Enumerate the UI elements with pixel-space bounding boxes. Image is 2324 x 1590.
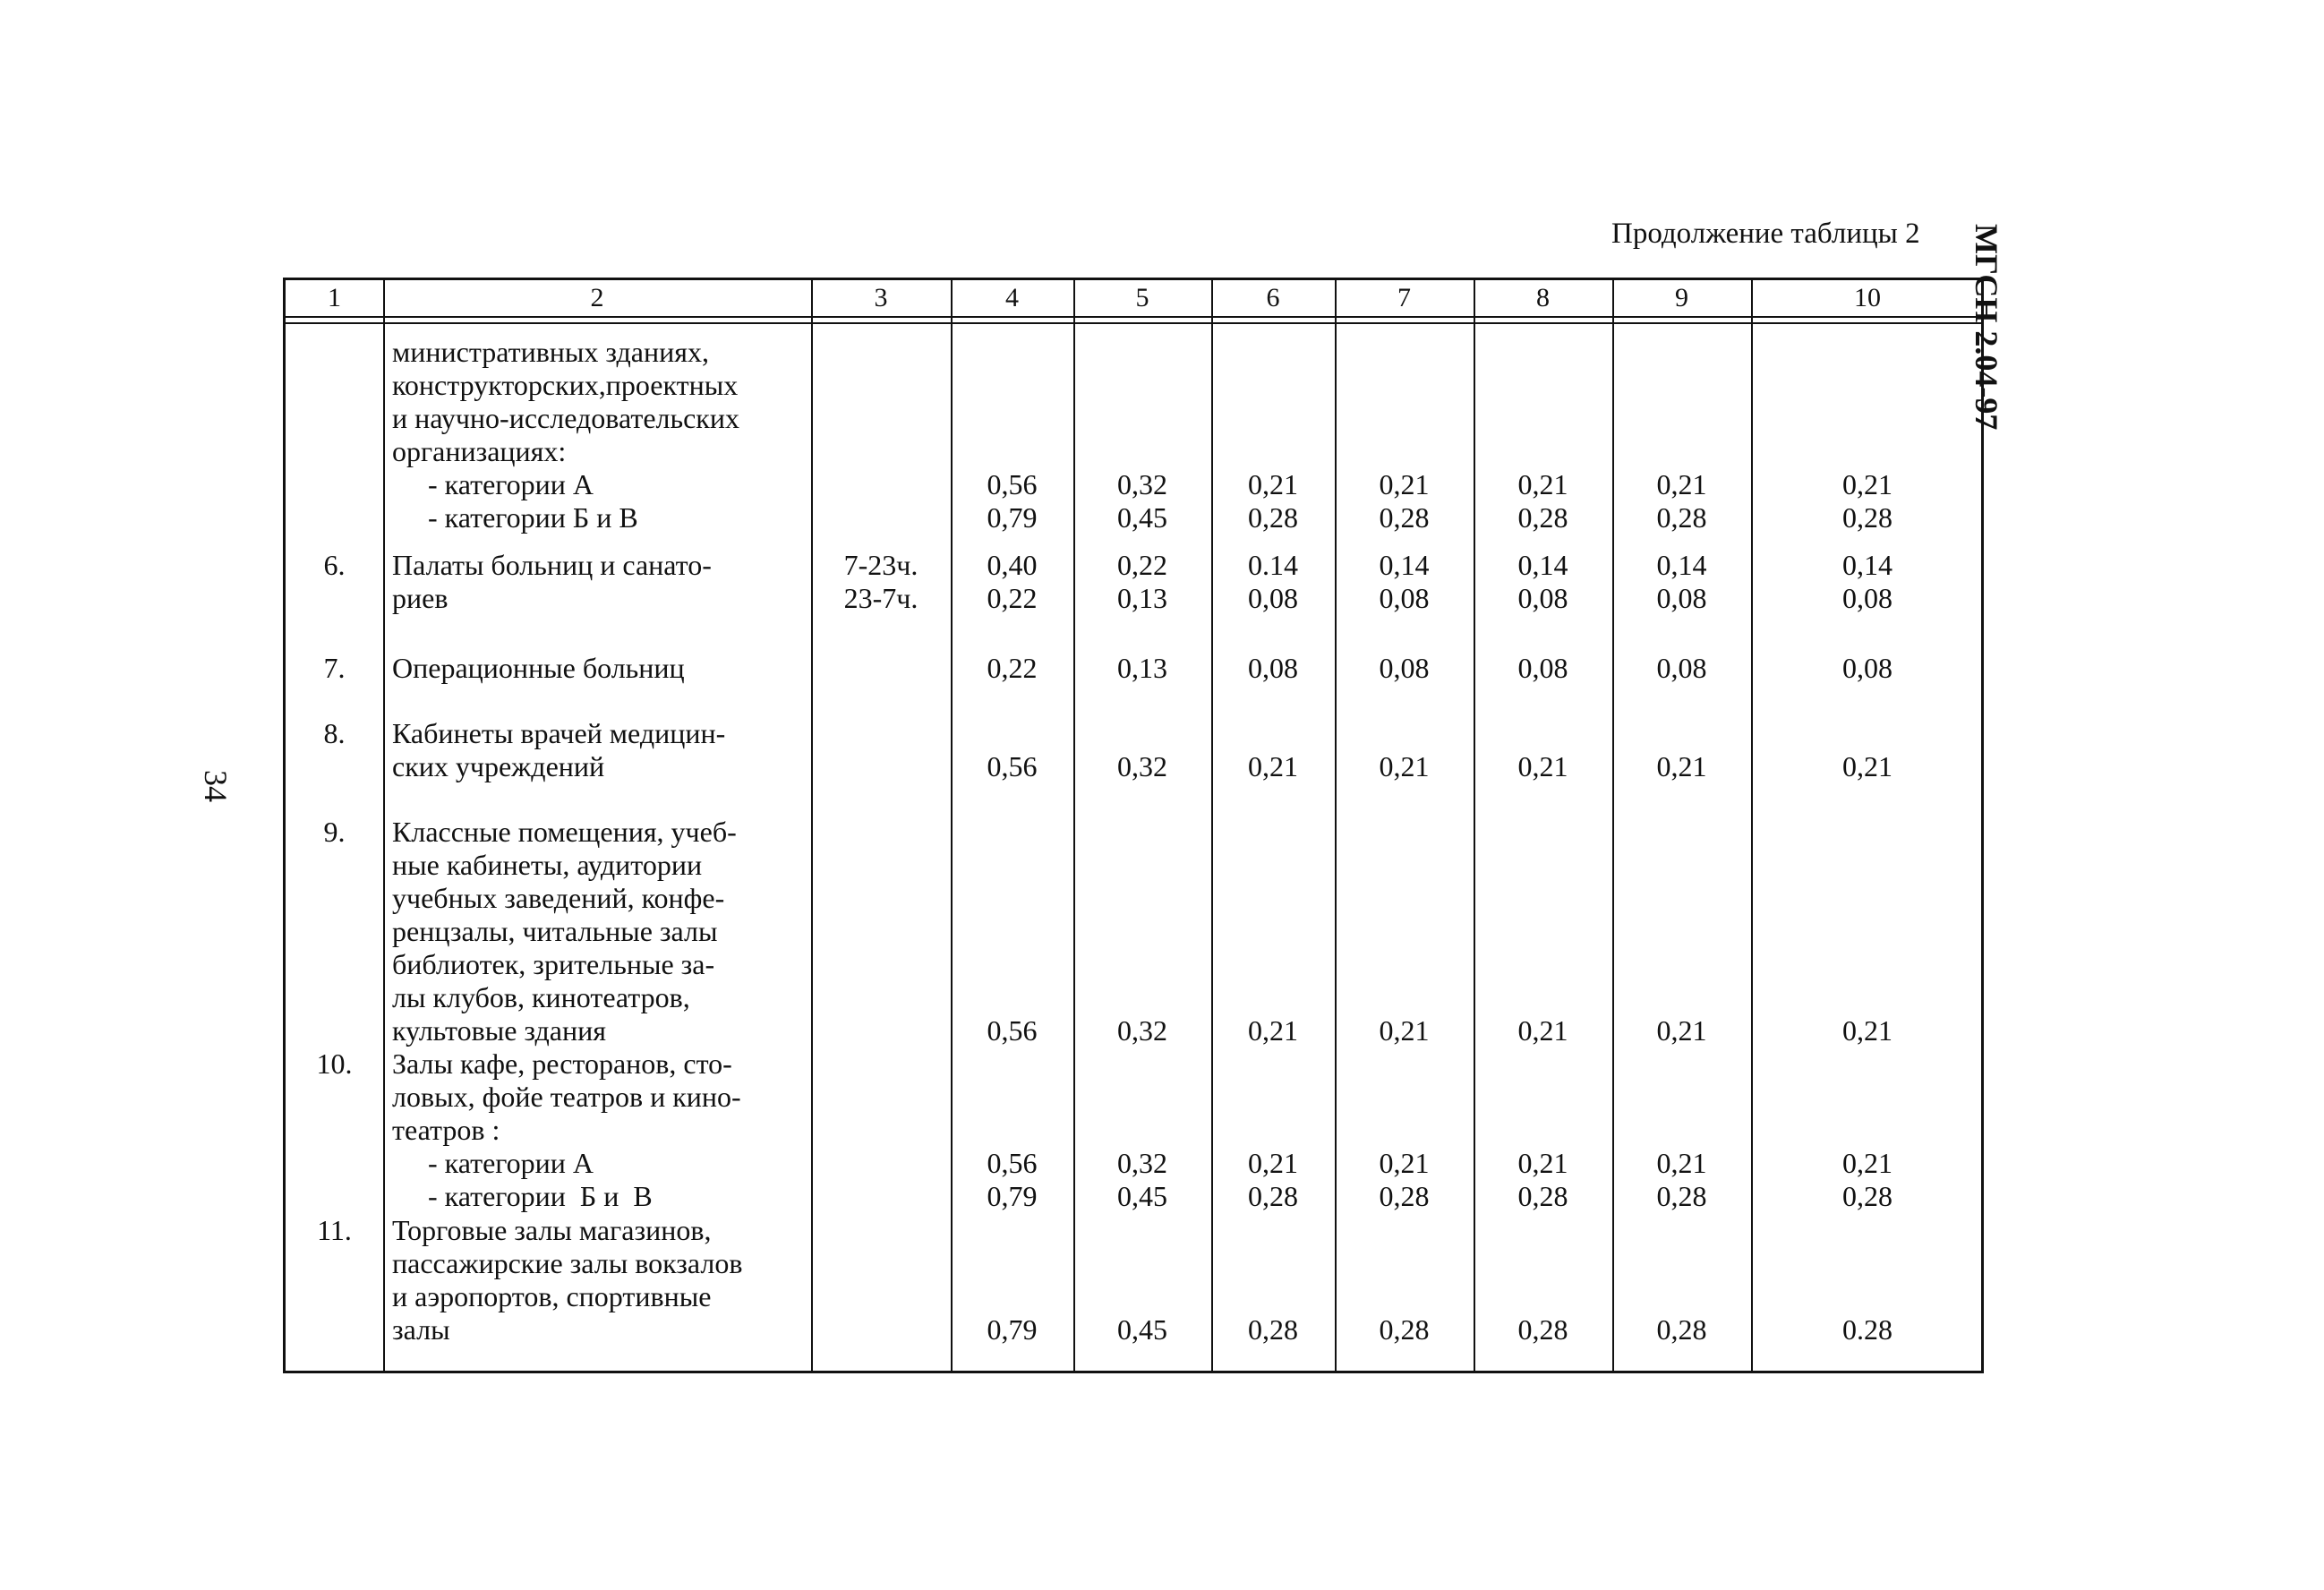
- row-name-line: риев: [392, 582, 449, 614]
- value-cell: 0,08: [1379, 582, 1430, 614]
- page-number: 34: [198, 770, 234, 802]
- row-name-line: организациях:: [392, 435, 567, 467]
- value-cell: 0,21: [1517, 1014, 1568, 1047]
- value-cell: 0,21: [1248, 468, 1298, 500]
- row-name-line: ских учреждений: [392, 750, 605, 782]
- value-cell: 0,79: [987, 501, 1038, 534]
- value-cell: 0,22: [987, 652, 1038, 684]
- header-cell: 5: [1135, 283, 1149, 312]
- value-cell: 0,32: [1117, 750, 1167, 782]
- value-cell: 0,28: [1656, 1180, 1707, 1212]
- row-name-line: залы: [392, 1313, 450, 1346]
- value-cell: 0,08: [1517, 582, 1568, 614]
- value-cell: 0,08: [1379, 652, 1430, 684]
- value-cell: 0,14: [1842, 549, 1893, 581]
- row-name-line: библиотек, зрительные за-: [392, 948, 715, 980]
- value-cell: 0,13: [1117, 652, 1167, 684]
- value-cell: 0,28: [1656, 501, 1707, 534]
- header-cell: 6: [1266, 283, 1280, 312]
- header-cell: 2: [590, 283, 604, 312]
- row-name-line: - категории А: [392, 1147, 594, 1179]
- value-cell: 0,08: [1656, 582, 1707, 614]
- value-cell: 0,21: [1656, 468, 1707, 500]
- value-cell: 0,56: [987, 750, 1038, 782]
- value-cell: 0,21: [1379, 750, 1430, 782]
- value-cell: 0,21: [1842, 468, 1893, 500]
- value-cell: 0,08: [1656, 652, 1707, 684]
- value-cell: 0.14: [1248, 549, 1298, 581]
- row-name-line: культовые здания: [392, 1014, 606, 1047]
- row-name-line: - категории Б и В: [392, 501, 638, 534]
- value-cell: 0,21: [1379, 1147, 1430, 1179]
- header-rule: [286, 322, 1981, 324]
- value-cell: 0,56: [987, 468, 1038, 500]
- row-name-line: министративных зданиях,: [392, 336, 709, 368]
- value-cell: 0,40: [987, 549, 1038, 581]
- value-cell: 0,28: [1842, 501, 1893, 534]
- value-cell: 0,32: [1117, 1147, 1167, 1179]
- value-cell: 0,28: [1842, 1180, 1893, 1212]
- value-cell: 0,21: [1517, 750, 1568, 782]
- row-name-line: учебных заведений, конфе-: [392, 882, 725, 914]
- header-cell: 10: [1854, 283, 1881, 312]
- document-code: МГСН 2.04-97: [1969, 224, 2004, 431]
- value-cell: 0,21: [1379, 1014, 1430, 1047]
- row-name-line: - категории Б и В: [392, 1180, 653, 1212]
- value-cell: 0,21: [1517, 468, 1568, 500]
- value-cell: 0,08: [1842, 652, 1893, 684]
- row-name-line: Классные помещения, учеб-: [392, 816, 737, 848]
- value-cell: 0,14: [1656, 549, 1707, 581]
- row-number: 10.: [316, 1047, 353, 1080]
- row-name-line: лы клубов, кинотеатров,: [392, 981, 690, 1013]
- row-number: 9.: [323, 816, 346, 848]
- row-number: 8.: [323, 717, 346, 749]
- value-cell: 0,28: [1248, 1180, 1298, 1212]
- row-name-line: пассажирские залы вокзалов: [392, 1247, 743, 1279]
- row-number: 11.: [317, 1214, 352, 1246]
- value-cell: 0,28: [1517, 1313, 1568, 1346]
- value-cell: 0,14: [1517, 549, 1568, 581]
- value-cell: 0,22: [1117, 549, 1167, 581]
- value-cell: 0,28: [1517, 501, 1568, 534]
- value-cell: 0,21: [1517, 1147, 1568, 1179]
- column-rule: [811, 280, 813, 1371]
- value-cell: 0,21: [1248, 750, 1298, 782]
- value-cell: 0,21: [1656, 1014, 1707, 1047]
- value-cell: 0.28: [1842, 1313, 1893, 1346]
- value-cell: 0,45: [1117, 1180, 1167, 1212]
- value-cell: 0,79: [987, 1313, 1038, 1346]
- value-cell: 0,08: [1248, 652, 1298, 684]
- column-rule: [383, 280, 385, 1371]
- header-cell: 8: [1536, 283, 1550, 312]
- row-name-line: Палаты больниц и санато-: [392, 549, 712, 581]
- row-name-line: театров :: [392, 1114, 500, 1146]
- value-cell: 0,21: [1842, 1014, 1893, 1047]
- table-caption: Продолжение таблицы 2: [1611, 218, 1920, 250]
- value-cell: 0,32: [1117, 468, 1167, 500]
- row-name-line: - категории А: [392, 468, 594, 500]
- value-cell: 0,08: [1842, 582, 1893, 614]
- row-name-line: Залы кафе, ресторанов, сто-: [392, 1047, 732, 1080]
- header-cell: 7: [1397, 283, 1411, 312]
- row-name-line: конструкторских,проектных: [392, 369, 739, 401]
- value-cell: 0,28: [1379, 501, 1430, 534]
- value-cell: 0,21: [1842, 1147, 1893, 1179]
- value-cell: 0,21: [1656, 750, 1707, 782]
- header-cell: 3: [874, 283, 888, 312]
- row-name-line: Кабинеты врачей медицин-: [392, 717, 726, 749]
- value-cell: 0,22: [987, 582, 1038, 614]
- value-cell: 0,14: [1379, 549, 1430, 581]
- value-cell: 0,21: [1248, 1147, 1298, 1179]
- value-cell: 0,79: [987, 1180, 1038, 1212]
- value-cell: 0,21: [1842, 750, 1893, 782]
- value-cell: 0,28: [1379, 1180, 1430, 1212]
- row-name-line: ные кабинеты, аудитории: [392, 849, 703, 881]
- row-number: 7.: [323, 652, 346, 684]
- row-name-line: ловых, фойе театров и кино-: [392, 1081, 741, 1113]
- header-cell: 4: [1005, 283, 1019, 312]
- row-name-line: Операционные больниц: [392, 652, 685, 684]
- value-cell: 0,13: [1117, 582, 1167, 614]
- row-number: 6.: [323, 549, 346, 581]
- row-name-line: Торговые залы магазинов,: [392, 1214, 712, 1246]
- value-cell: 0,21: [1656, 1147, 1707, 1179]
- header-rule: [286, 316, 1981, 318]
- time-period: 7-23ч.: [843, 549, 918, 581]
- value-cell: 0,21: [1248, 1014, 1298, 1047]
- header-cell: 9: [1675, 283, 1688, 312]
- data-table: [283, 278, 1984, 1373]
- value-cell: 0,28: [1379, 1313, 1430, 1346]
- value-cell: 0,56: [987, 1147, 1038, 1179]
- value-cell: 0,08: [1517, 652, 1568, 684]
- value-cell: 0,45: [1117, 501, 1167, 534]
- header-cell: 1: [328, 283, 341, 312]
- value-cell: 0,56: [987, 1014, 1038, 1047]
- value-cell: 0,28: [1656, 1313, 1707, 1346]
- value-cell: 0,08: [1248, 582, 1298, 614]
- value-cell: 0,28: [1517, 1180, 1568, 1212]
- row-name-line: ренцзалы, читальные залы: [392, 915, 718, 947]
- time-period: 23-7ч.: [843, 582, 918, 614]
- value-cell: 0,28: [1248, 1313, 1298, 1346]
- value-cell: 0,32: [1117, 1014, 1167, 1047]
- row-name-line: и научно-исследовательских: [392, 402, 739, 434]
- value-cell: 0,45: [1117, 1313, 1167, 1346]
- value-cell: 0,21: [1379, 468, 1430, 500]
- value-cell: 0,28: [1248, 501, 1298, 534]
- row-name-line: и аэропортов, спортивные: [392, 1280, 712, 1312]
